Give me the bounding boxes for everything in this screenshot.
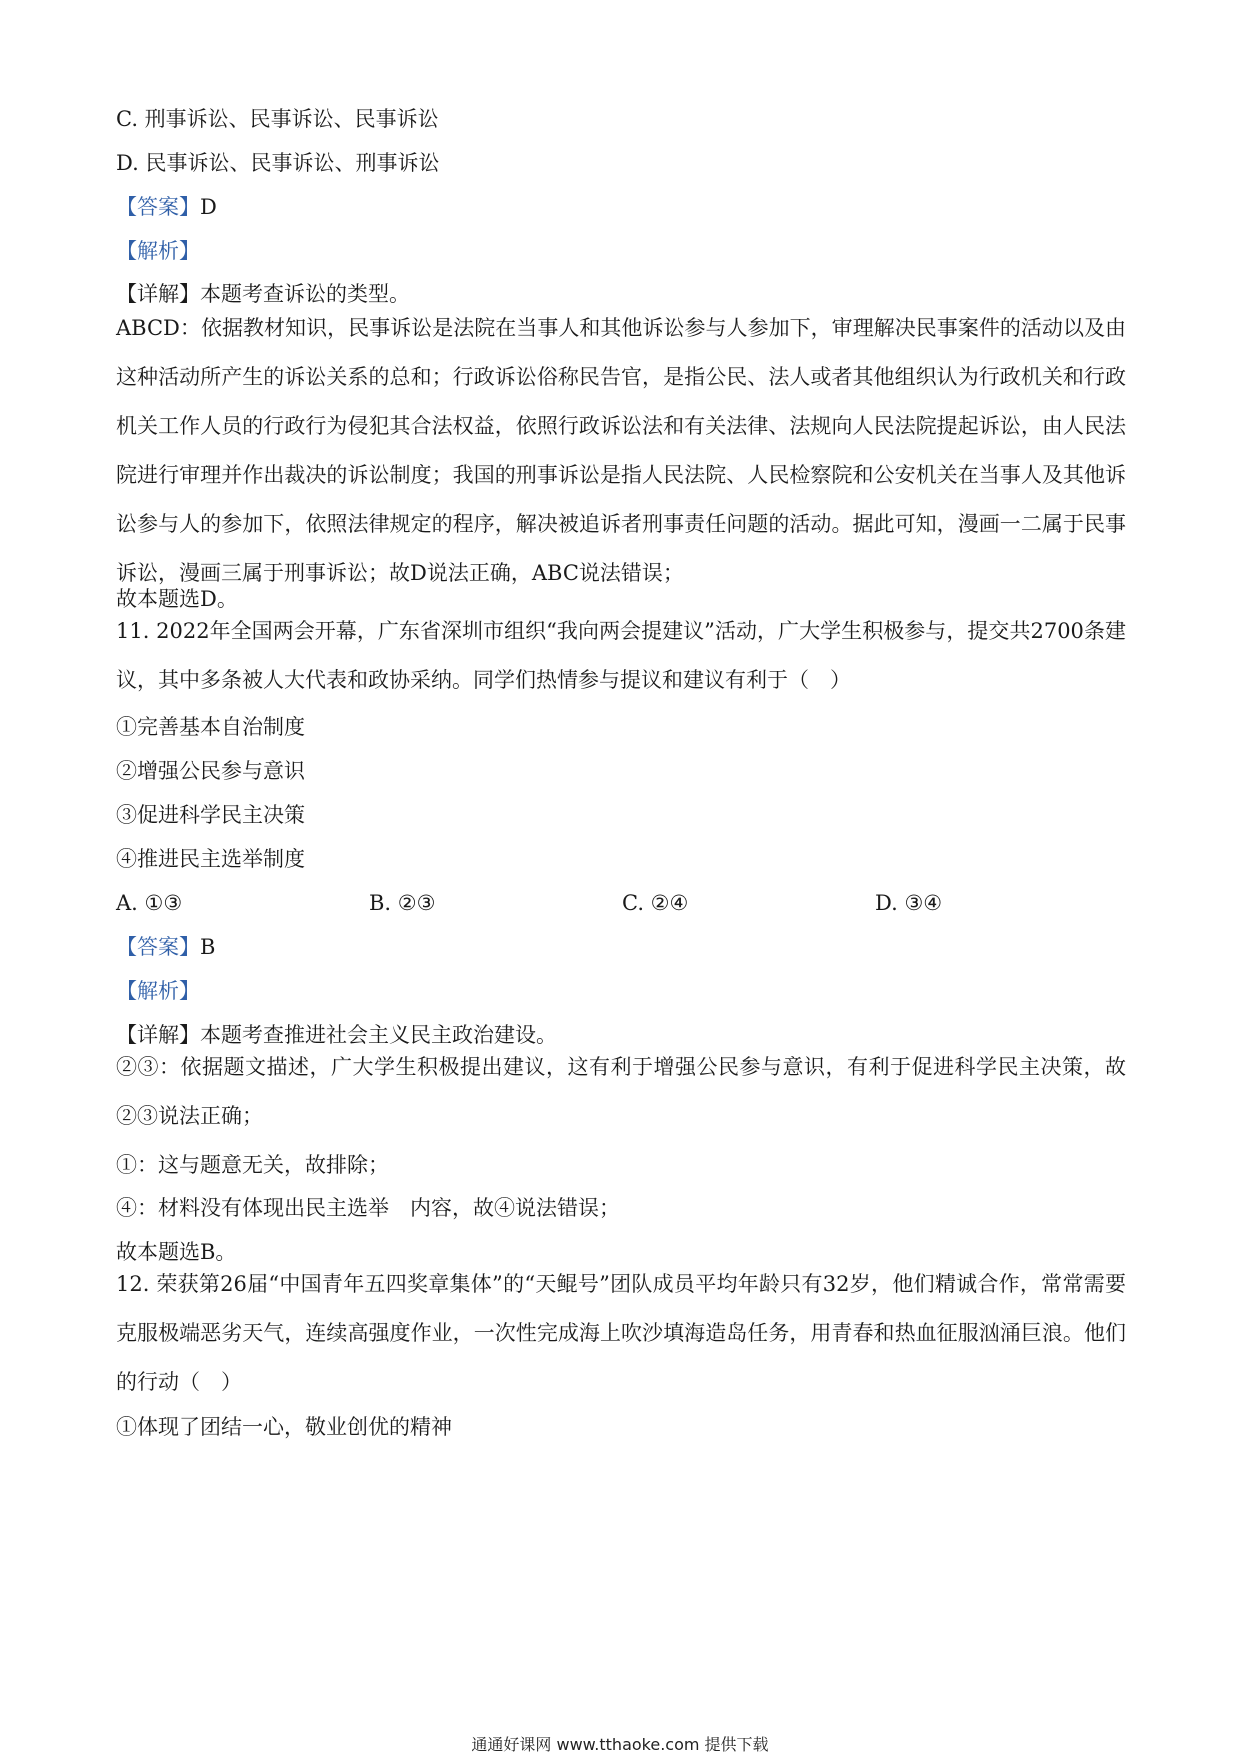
q11-option-d: D. ③④ xyxy=(875,891,943,915)
q10-detail: 【详解】本题考查诉讼的类型。 xyxy=(116,282,410,306)
q11-option-c: C. ②④ xyxy=(622,891,689,915)
q11-item-4: ④推进民主选举制度 xyxy=(116,847,305,871)
q11-item-1: ①完善基本自治制度 xyxy=(116,715,305,739)
q10-analysis-tag: 【解析】 xyxy=(116,239,200,263)
answer-tag: 【答案】 xyxy=(116,195,200,219)
q11-analysis-tag: 【解析】 xyxy=(116,979,200,1003)
q10-answer xyxy=(116,192,217,222)
q11-item-3: ③促进科学民主决策 xyxy=(116,803,305,827)
q11-option-a: A. ①③ xyxy=(116,891,183,915)
q11-exclude-4: ④：材料没有体现出民主选举 内容，故④说法错误； xyxy=(116,1196,620,1220)
q11-exclude-1: ①：这与题意无关，故排除； xyxy=(116,1153,389,1177)
page-footer: 通通好课网 www.tthaoke.com 提供下载 xyxy=(471,1735,769,1754)
answer-value: B xyxy=(200,935,216,959)
q10-explanation: ABCD：依据教材知识，民事诉讼是法院在当事人和其他诉讼参与人参加下，审理解决民事案件的活动以及由这种活动所产生的诉讼关系的总和；行政诉讼俗称民告官，是指公民、法人或者其他组织认为行政机关和行政机关工作人员的行政行为侵犯其合法权益，依照行政诉讼法和有关法律、法规向人民法院提起诉讼，由人民法院进行审理并作出裁决的诉讼制度；我国的刑事诉讼是指人民法院、人民检察院和公安机关在当事人及其他诉讼参与人的参加下，依照法律规定的程序，解决被追诉者刑事责任问题的活动。据此可知，漫画一二属于民事诉讼，漫画三属于刑事诉讼；故D说法正确，ABC说法错误； xyxy=(116,316,1126,585)
q11-item-2: ②增强公民参与意识 xyxy=(116,759,305,783)
q12-item-1: ①体现了团结一心，敬业创优的精神 xyxy=(116,1415,452,1439)
answer-value: D xyxy=(200,195,217,219)
q11-answer xyxy=(116,932,215,962)
q10-option-c: C. 刑事诉讼、民事诉讼、民事诉讼 xyxy=(116,107,439,131)
q11-detail: 【详解】本题考查推进社会主义民主政治建设。 xyxy=(116,1023,557,1047)
q11-explanation: ②③：依据题文描述，广大学生积极提出建议，这有利于增强公民参与意识，有利于促进科学民主决策，故②③说法正确； xyxy=(116,1055,1126,1128)
q11-stem: 11. 2022年全国两会开幕，广东省深圳市组织“我向两会提建议”活动，广大学生积极参与，提交共2700条建议，其中多条被人大代表和政协采纳。同学们热情参与提议和建议有利于（ ） xyxy=(116,619,1126,692)
q10-option-d: D. 民事诉讼、民事诉讼、刑事诉讼 xyxy=(116,151,440,175)
q11-conclusion: 故本题选B。 xyxy=(116,1240,237,1264)
answer-tag: 【答案】 xyxy=(116,935,200,959)
q12-stem: 12. 荣获第26届“中国青年五四奖章集体”的“天鲲号”团队成员平均年龄只有32岁，他们精诚合作，常常需要克服极端恶劣天气，连续高强度作业，一次性完成海上吹沙填海造岛任务，用青春和热血征服汹涌巨浪。他们的行动（ ） xyxy=(116,1272,1126,1394)
q10-conclusion: 故本题选D。 xyxy=(116,587,238,611)
q11-option-b: B. ②③ xyxy=(369,891,436,915)
